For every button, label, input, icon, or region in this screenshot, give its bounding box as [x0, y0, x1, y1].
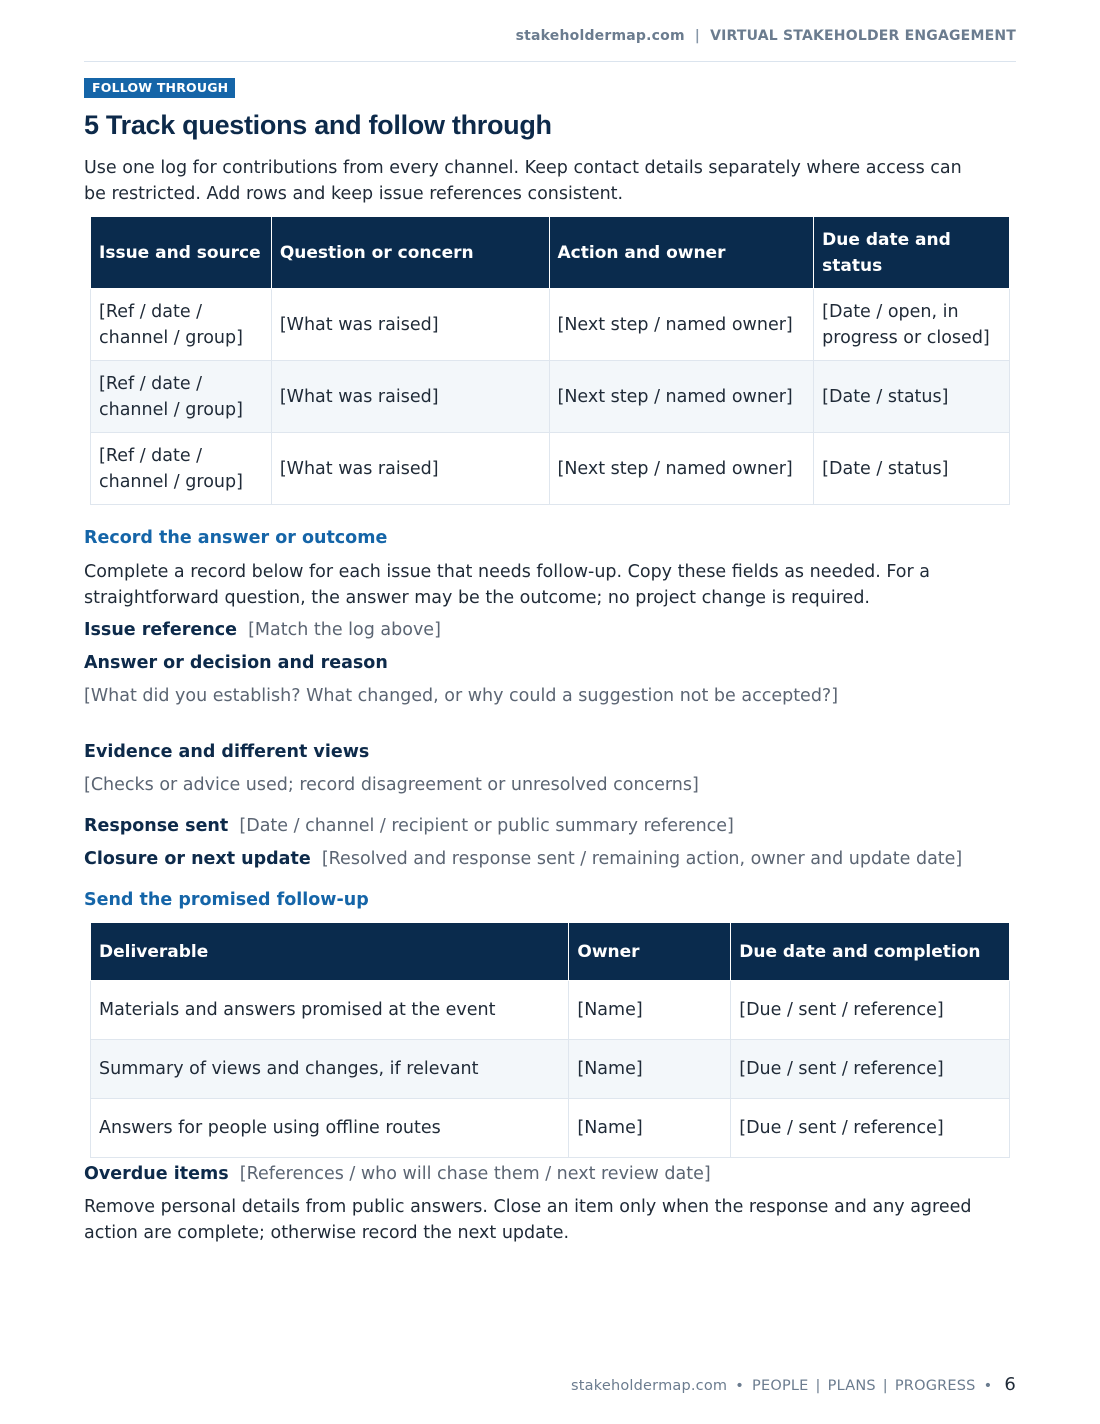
column-header: Issue and source	[91, 217, 272, 289]
overdue-value: [References / who will chase them / next review date]	[239, 1164, 711, 1184]
header-separator: |	[694, 28, 701, 44]
footer-item: PEOPLE	[752, 1378, 809, 1394]
response-sent-field	[84, 814, 734, 840]
table-cell: [Name]	[569, 1099, 731, 1158]
followup-section-title: Send the promised follow-up	[84, 890, 369, 910]
table-cell: [Next step / named owner]	[549, 289, 814, 361]
table-row	[91, 289, 1010, 361]
followup-table	[90, 922, 1010, 1158]
footer-bar: |	[815, 1378, 821, 1394]
table-cell: [Next step / named owner]	[549, 433, 814, 505]
evidence-label: Evidence and different views	[84, 742, 370, 762]
document-page	[84, 0, 1016, 1424]
column-header: Question or concern	[271, 217, 549, 289]
evidence-value: [Checks or advice used; record disagreement or unresolved concerns]	[84, 775, 699, 795]
page-footer	[571, 1374, 1016, 1395]
table-cell: [Due / sent / reference]	[731, 1040, 1010, 1099]
column-header: Deliverable	[91, 923, 569, 981]
response-sent-value: [Date / channel / recipient or public summary reference]	[239, 816, 734, 836]
closure-label: Closure or next update	[84, 849, 311, 869]
page-header	[84, 28, 1016, 62]
issue-reference-field	[84, 618, 441, 644]
table-header-row	[91, 923, 1010, 981]
table-cell: [What was raised]	[271, 289, 549, 361]
table-cell: [Date / status]	[814, 361, 1010, 433]
table-cell: Answers for people using offline routes	[91, 1099, 569, 1158]
page-title: 5 Track questions and follow through	[84, 110, 552, 140]
record-intro: Complete a record below for each issue that needs follow-up. Copy these fields as needed. For a straightforward question, the answer may be the outcome; no project change is required.	[84, 562, 930, 608]
column-header: Action and owner	[549, 217, 814, 289]
table-cell: Materials and answers promised at the event	[91, 981, 569, 1040]
response-sent-label: Response sent	[84, 816, 229, 836]
issue-reference-value: [Match the log above]	[248, 620, 441, 640]
answer-label: Answer or decision and reason	[84, 653, 388, 673]
table-header-row	[91, 217, 1010, 289]
table-cell: [Ref / date / channel / group]	[91, 289, 272, 361]
table-row	[91, 1040, 1010, 1099]
closing-paragraph: Remove personal details from public answers. Close an item only when the response and any agreed action are complete; otherwise record the next update.	[84, 1197, 972, 1243]
footer-dot: •	[983, 1378, 993, 1394]
header-title: VIRTUAL STAKEHOLDER ENGAGEMENT	[710, 28, 1016, 44]
table-cell: [Name]	[569, 1040, 731, 1099]
footer-site: stakeholdermap.com	[571, 1378, 728, 1394]
table-cell: [Name]	[569, 981, 731, 1040]
issue-log-table	[90, 216, 1010, 505]
page-number: 6	[1004, 1374, 1016, 1395]
table-row	[91, 433, 1010, 505]
table-cell: [Ref / date / channel / group]	[91, 361, 272, 433]
record-section-title: Record the answer or outcome	[84, 528, 388, 548]
issue-reference-label: Issue reference	[84, 620, 237, 640]
column-header: Due date and completion	[731, 923, 1010, 981]
overdue-field	[84, 1162, 711, 1188]
closure-field	[84, 847, 962, 873]
closure-value: [Resolved and response sent / remaining action, owner and update date]	[321, 849, 963, 869]
table-row	[91, 981, 1010, 1040]
table-cell: [Due / sent / reference]	[731, 981, 1010, 1040]
table-cell: [Date / status]	[814, 433, 1010, 505]
intro-paragraph: Use one log for contributions from every channel. Keep contact details separately where access can be restricted. Add rows and keep issue references consistent.	[84, 158, 962, 204]
table-cell: [What was raised]	[271, 433, 549, 505]
table-cell: [Due / sent / reference]	[731, 1099, 1010, 1158]
footer-dot: •	[735, 1378, 745, 1394]
footer-item: PROGRESS	[894, 1378, 976, 1394]
table-row	[91, 361, 1010, 433]
footer-bar: |	[882, 1378, 888, 1394]
footer-item: PLANS	[827, 1378, 876, 1394]
column-header: Owner	[569, 923, 731, 981]
table-row	[91, 1099, 1010, 1158]
table-cell: [What was raised]	[271, 361, 549, 433]
table-cell: [Date / open, in progress or closed]	[814, 289, 1010, 361]
column-header: Due date and status	[814, 217, 1010, 289]
header-site: stakeholdermap.com	[515, 28, 685, 44]
table-cell: Summary of views and changes, if relevant	[91, 1040, 569, 1099]
table-cell: [Next step / named owner]	[549, 361, 814, 433]
overdue-label: Overdue items	[84, 1164, 229, 1184]
answer-value: [What did you establish? What changed, or why could a suggestion not be accepted?]	[84, 686, 839, 706]
section-tag: FOLLOW THROUGH	[84, 78, 235, 98]
table-cell: [Ref / date / channel / group]	[91, 433, 272, 505]
